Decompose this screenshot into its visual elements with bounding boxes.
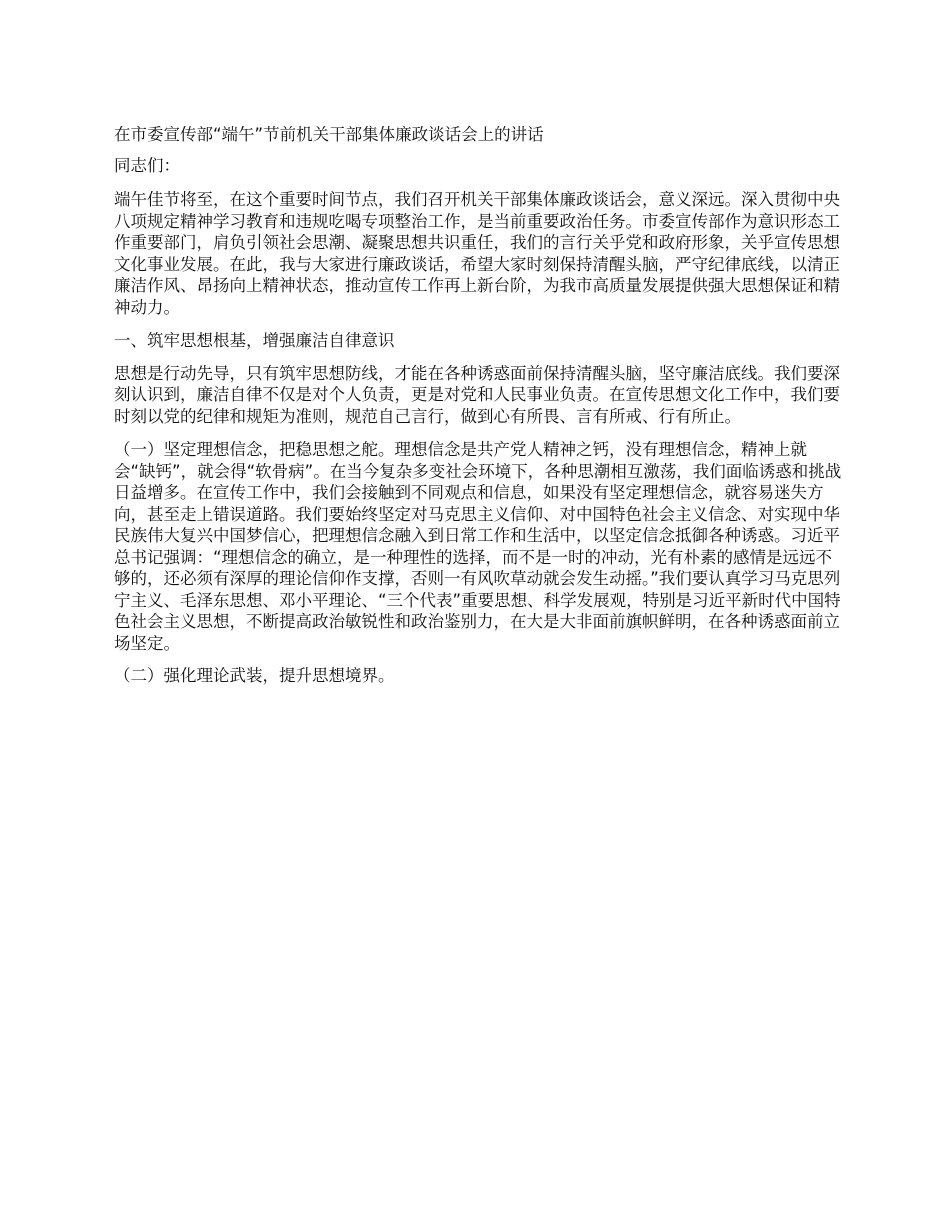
subsection-paragraph-1: （一）坚定理想信念，把稳思想之舵。理想信念是共产党人精神之钙，没有理想信念，精神上就会“缺钙”，就会得“软骨病”。在当今复杂多变社会环境下，各种思潮相互激荡，我们面临诱惑和挑战日益增多。在宣传工作中，我们会接触到不同观点和信息，如果没有坚定理想信念，就容易迷失方向，甚至走上错误道路。我们要始终坚定对马克思主义信仰、对中国特色社会主义信念、对实现中华民族伟大复兴中国梦信心，把理想信念融入到日常工作和生活中，以坚定信念抵御各种诱惑。习近平总书记强调：“理想信念的确立，是一种理性的选择，而不是一时的冲动，光有朴素的感情是远远不够的，还必须有深厚的理论信仰作支撑，否则一有风吹草动就会发生动摇。”我们要认真学习马克思列宁主义、毛泽东思想、邓小平理论、“三个代表”重要思想、科学发展观，特别是习近平新时代中国特色社会主义思想，不断提高政治敏锐性和政治鉴别力，在大是大非面前旗帜鲜明，在各种诱惑面前立场坚定。 bbox=[114, 440, 842, 653]
body-paragraph-section-1: 思想是行动先导，只有筑牢思想防线，才能在各种诱惑面前保持清醒头脑，坚守廉洁底线。我们要深刻认识到，廉洁自律不仅是对个人负责，更是对党和人民事业负责。在宣传思想文化工作中，我们要时刻以党的纪律和规矩为准则，规范自己言行，做到心有所畏、言有所戒、行有所止。 bbox=[114, 363, 840, 426]
salutation: 同志们： bbox=[114, 155, 180, 175]
document-title: 在市委宣传部“端午”节前机关干部集体廉政谈话会上的讲话 bbox=[114, 125, 544, 144]
body-paragraph-intro: 端午佳节将至，在这个重要时间节点，我们召开机关干部集体廉政谈话会，意义深远。深入贯彻中央八项规定精神学习教育和违规吃喝专项整治工作，是当前重要政治任务。市委宣传部作为意识形态工作重要部门，肩负引领社会思潮、凝聚思想共识重任，我们的言行关乎党和政府形象，关乎宣传思想文化事业发展。在此，我与大家进行廉政谈话，希望大家时刻保持清醒头脑，严守纪律底线，以清正廉洁作风、昂扬向上精神状态，推动宣传工作再上新台阶，为我市高质量发展提供强大思想保证和精神动力。 bbox=[114, 190, 840, 317]
subsection-heading-2: （二）强化理论武装，提升思想境界。 bbox=[114, 666, 395, 685]
document-page bbox=[114, 124, 842, 687]
section-heading-1: 一、筑牢思想根基，增强廉洁自律意识 bbox=[114, 331, 395, 350]
